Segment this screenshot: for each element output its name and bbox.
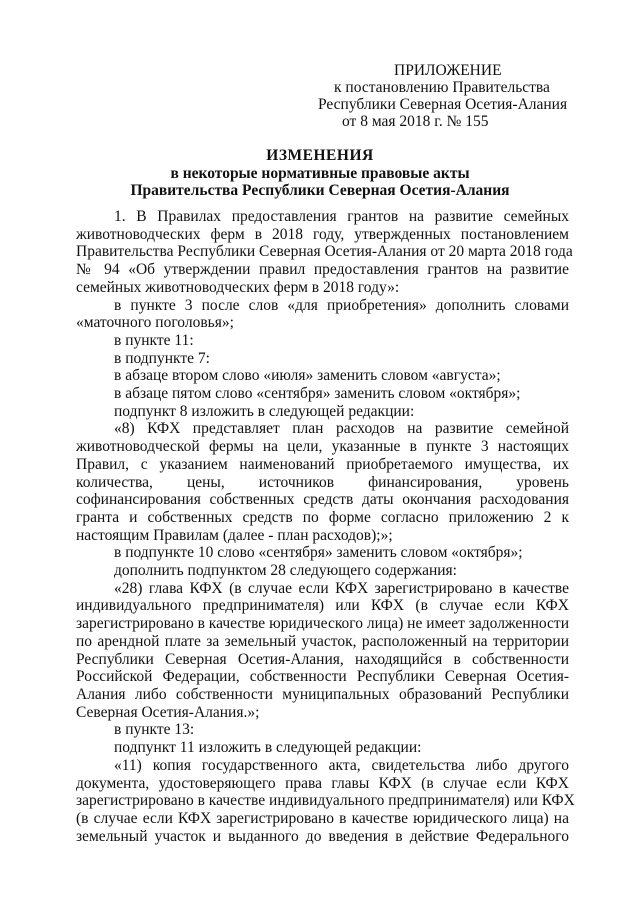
text-line: животноводческих ферм в 2018 году, утвержденных постановлением (76, 225, 569, 243)
text-line: в подпункте 10 слово «сентября» заменить словом «октября»; (114, 544, 523, 562)
appendix-block (318, 62, 588, 130)
text-line: в пункте 13: (114, 721, 195, 739)
text-line: 1. В Правилах предоставления грантов на развитие семейных (114, 208, 569, 225)
text-line: «маточного поголовья»; (76, 314, 234, 332)
text-line: дополнить подпунктом 28 следующего содержания: (114, 562, 457, 580)
text-line: в пункте 3 после слов «для приобретения» дополнить словами (114, 296, 569, 314)
text-line: семейных животноводческих ферм в 2018 году»: (76, 278, 400, 296)
text-line: зарегистрировано в качестве индивидуального предпринимателя) или КФХ (76, 792, 575, 810)
heading-subtitle: Правительства Республики Северная Осетия-Алания (130, 182, 510, 199)
text-line: индивидуального предпринимателя) или КФХ (в случае если КФХ (76, 597, 569, 615)
text-line: в подпункте 7: (114, 349, 210, 367)
text-line: в абзаце втором слово «июля» заменить словом «августа»; (114, 367, 501, 385)
document-heading (70, 147, 570, 200)
document-body (76, 208, 575, 845)
text-line: подпункт 8 изложить в следующей редакции: (114, 402, 415, 420)
text-line: «11) копия государственного акта, свидетельства либо другого (114, 756, 569, 774)
text-line: количества, цены, источников финансирования, уровень (76, 473, 569, 491)
text-line: по арендной плате за земельный участок, расположенный на территории (76, 632, 569, 650)
text-line: в абзаце пятом слово «сентября» заменить словом «октября»; (114, 385, 521, 403)
text-line: земельный участок и выданного до введения в действие Федерального (76, 827, 569, 845)
text-line: животноводческой фермы на цели, указанные в пункте 3 настоящих (76, 438, 569, 456)
text-line: (в случае если КФХ зарегистрировано в качестве юридического лица) на (76, 809, 569, 827)
text-line: «28) глава КФХ (в случае если КФХ зарегистрировано в качестве (114, 579, 569, 597)
appendix-line: к постановлению Правительства (334, 79, 550, 96)
text-line: Правил, с указанием наименований приобретаемого имущества, их (76, 455, 569, 473)
text-line: Алания либо собственности муниципальных образований Республики (76, 685, 569, 703)
text-line: Российской Федерации, собственности Республики Северная Осетия- (76, 668, 569, 686)
text-line: Правительства Республики Северная Осетия-Алания от 20 марта 2018 года (76, 243, 573, 261)
appendix-title: ПРИЛОЖЕНИЕ (394, 62, 502, 79)
text-line: «8) КФХ представляет план расходов на развитие семейной (114, 420, 569, 438)
heading-title: ИЗМЕНЕНИЯ (266, 147, 374, 164)
text-line: № 94 «Об утверждении правил предоставления грантов на развитие (76, 261, 569, 279)
text-line: Северная Осетия-Алания.»; (76, 703, 260, 721)
appendix-line: Республики Северная Осетия-Алания (318, 96, 568, 113)
heading-subtitle: в некоторые нормативные правовые акты (170, 164, 470, 182)
text-line: Республики Северная Осетия-Алания, находящийся в собственности (76, 650, 569, 668)
text-line: в пункте 11: (114, 331, 194, 349)
text-line: софинансирования собственных средств даты окончания расходования (76, 491, 569, 509)
text-line: зарегистрировано в качестве юридического лица) не имеет задолженности (76, 615, 569, 633)
text-line: гранта и собственных средств по форме согласно приложению 2 к (76, 508, 569, 526)
text-line: документа, удостоверяющего права главы КФХ (в случае если КФХ (76, 774, 569, 792)
text-line: настоящим Правилам (далее - план расходов);»; (76, 526, 393, 544)
appendix-date-line: от 8 мая 2018 г. № 155 (342, 113, 489, 130)
text-line: подпункт 11 изложить в следующей редакции: (114, 739, 422, 757)
